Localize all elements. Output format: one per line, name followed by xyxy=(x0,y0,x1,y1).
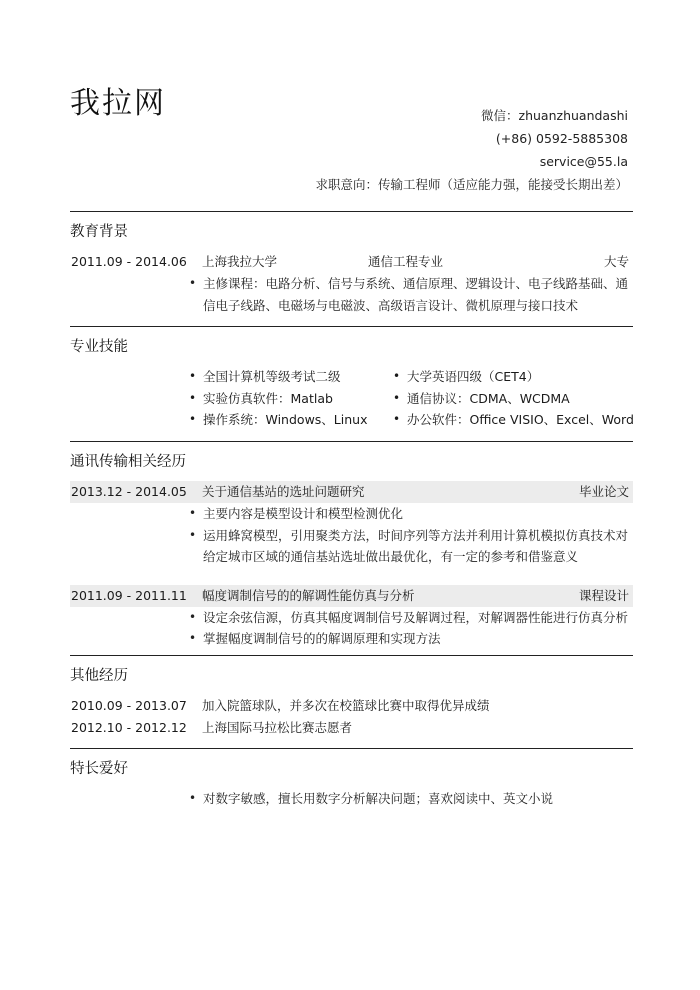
hobbies-section xyxy=(70,748,633,810)
other-text: 加入院篮球队，并多次在校篮球比赛中取得优异成绩 xyxy=(202,698,490,713)
section-title: 教育背景 xyxy=(70,224,128,240)
bullet-icon: • xyxy=(393,369,401,383)
project-type: 课程设计 xyxy=(578,587,629,603)
skills-grid xyxy=(70,366,633,432)
school-name: 上海我拉大学 xyxy=(202,254,278,269)
section-divider xyxy=(70,655,633,656)
list-item: • 主要内容是模型设计和模型检测优化 xyxy=(70,503,633,525)
bullet-icon: • xyxy=(189,631,197,645)
experience-date: 2013.12 - 2014.05 xyxy=(71,484,187,499)
bullet-icon: • xyxy=(189,390,197,405)
bullet-icon: • xyxy=(393,412,401,426)
skill-item: • 大学英语四级（CET4） xyxy=(407,366,539,388)
bullet-icon: • xyxy=(189,412,197,426)
section-divider xyxy=(70,211,633,212)
project-title: 关于通信基站的选址问题研究 xyxy=(202,484,365,499)
experience-row xyxy=(70,585,633,607)
section-divider xyxy=(70,441,633,442)
skill-item: • 全国计算机等级考试二级 xyxy=(203,366,341,388)
bullet-icon: • xyxy=(189,791,197,805)
wechat-text: 微信：zhuanzhuandashi xyxy=(481,108,628,123)
skill-item: • 通信协议：CDMA、WCDMA xyxy=(407,388,570,410)
list-item: • 运用蜂窝模型，引用聚类方法，时间序列等方法并利用计算机模拟仿真技术对给定城市区域的通信基站选址做出最优化，有一定的参考和借鉴意义 xyxy=(70,525,633,568)
section-title: 其他经历 xyxy=(70,668,128,684)
other-row xyxy=(70,695,633,717)
job-objective: 求职意向：传输工程师（适应能力强，能接受长期出差） xyxy=(315,177,628,192)
email-text: service@55.la xyxy=(539,154,628,169)
education-section xyxy=(70,211,633,316)
experience-date: 2011.09 - 2011.11 xyxy=(71,587,187,603)
bullet-icon: • xyxy=(189,369,197,383)
other-section xyxy=(70,655,633,739)
skill-item: • 操作系统：Windows、Linux xyxy=(203,409,367,431)
list-item: • 对数字敏感，擅长用数字分析解决问题；喜欢阅读中、英文小说 xyxy=(70,788,633,810)
other-date: 2010.09 - 2013.07 xyxy=(71,698,187,713)
major-name: 通信工程专业 xyxy=(368,254,444,269)
education-row xyxy=(70,251,633,273)
degree-level: 大专 xyxy=(603,254,629,269)
bullet-icon: • xyxy=(393,390,401,405)
skill-item: • 实验仿真软件：Matlab xyxy=(203,388,333,410)
section-divider xyxy=(70,326,633,327)
bullet-icon: • xyxy=(189,609,197,624)
section-title: 通讯传输相关经历 xyxy=(70,454,186,470)
experience-bullets xyxy=(70,503,633,568)
experience-section xyxy=(70,441,633,650)
bullet-icon: • xyxy=(189,276,197,290)
phone-text: (+86) 0592-5885308 xyxy=(495,131,628,146)
section-title: 专业技能 xyxy=(70,339,128,355)
list-item: • 主修课程：电路分析、信号与系统、通信原理、逻辑设计、电子线路基础、通信电子线路、电磁场与电磁波、高级语言设计、微机原理与接口技术 xyxy=(70,273,633,316)
section-divider xyxy=(70,748,633,749)
contact-block xyxy=(315,104,628,196)
other-date: 2012.10 - 2012.12 xyxy=(71,720,187,735)
candidate-name: 我拉网 xyxy=(70,86,166,121)
other-text: 上海国际马拉松比赛志愿者 xyxy=(202,720,353,735)
bullet-icon: • xyxy=(189,506,197,520)
hobbies-bullets xyxy=(70,788,633,810)
education-bullets xyxy=(70,273,633,316)
project-type: 毕业论文 xyxy=(578,484,629,499)
experience-row xyxy=(70,481,633,503)
skill-item: • 办公软件：Office VISIO、Excel、Word xyxy=(407,409,634,431)
other-row xyxy=(70,717,633,739)
list-item: • 设定余弦信源，仿真其幅度调制信号及解调过程，对解调器性能进行仿真分析 xyxy=(70,607,633,629)
list-item: • 掌握幅度调制信号的的解调原理和实现方法 xyxy=(70,628,633,650)
bullet-icon: • xyxy=(189,527,197,542)
project-title: 幅度调制信号的的解调性能仿真与分析 xyxy=(202,587,415,603)
skills-section xyxy=(70,326,633,432)
experience-bullets xyxy=(70,607,633,650)
education-date: 2011.09 - 2014.06 xyxy=(71,254,187,269)
section-title: 特长爱好 xyxy=(70,761,128,777)
